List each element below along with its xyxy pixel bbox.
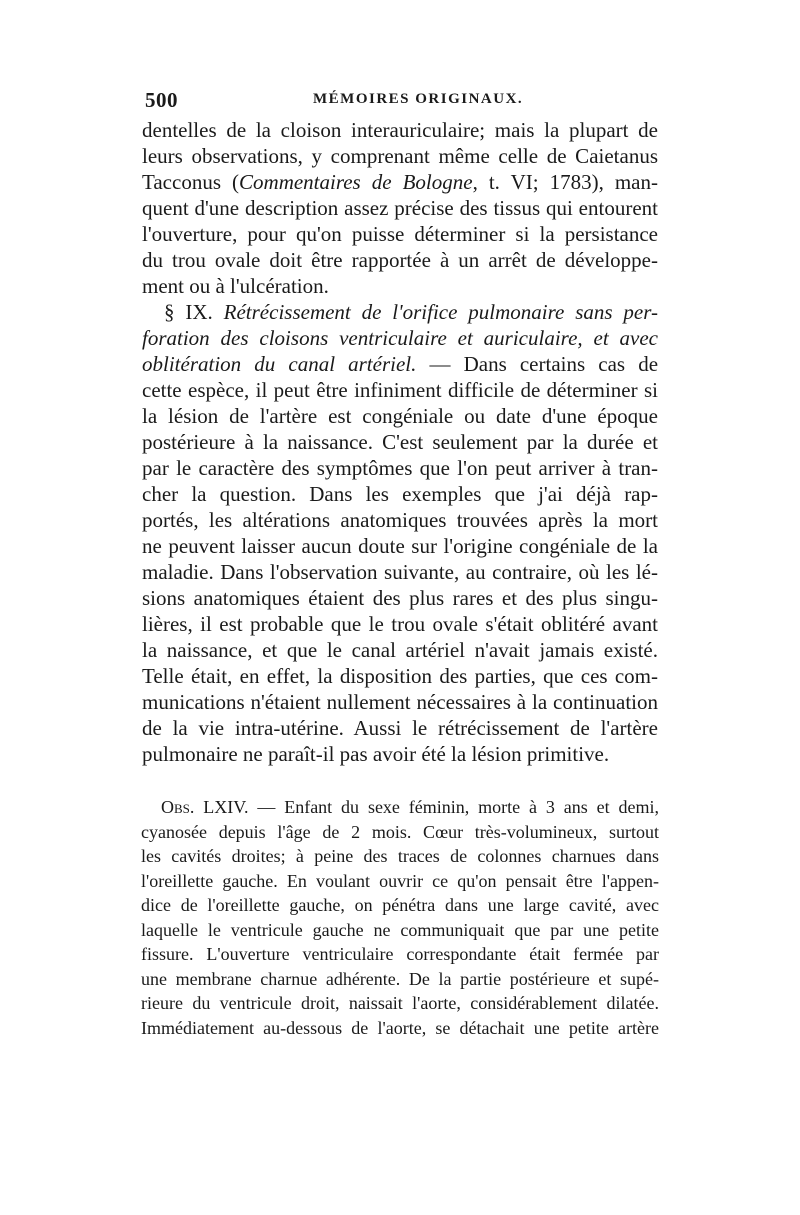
section-mark: § IX. <box>164 300 224 324</box>
text-line: de la vie intra-utérine. Aussi le rétrécissement de l'artère <box>142 716 658 740</box>
text-line: leurs observations, y comprenant même celle de Caietanus <box>142 144 658 168</box>
section-title: foration des cloisons ventriculaire et auriculaire, et avec <box>142 326 658 350</box>
text-line: portés, les altérations anatomiques trouvées après la mort <box>142 508 658 532</box>
section-heading-line <box>142 351 658 377</box>
text-span: , t. VI; 1783), man- <box>472 170 658 194</box>
observation-label: Obs. LXIV. <box>161 797 249 817</box>
text-line: du trou ovale doit être rapportée à un arrêt de développe- <box>142 248 658 272</box>
running-head: MÉMOIRES ORIGINAUX. <box>313 91 524 107</box>
observation-line: dice de l'oreillette gauche, on pénétra dans une large cavité, avec <box>141 895 659 915</box>
text-line: ment ou à l'ulcération. <box>142 274 329 298</box>
text-line: cette espèce, il peut être infiniment difficile de déterminer si <box>142 378 658 402</box>
observation-line: rieure du ventricule droit, naissait l'aorte, considérablement dilatée. <box>141 993 659 1013</box>
text-line: quent d'une description assez précise des tissus qui entourent <box>142 196 658 220</box>
text-line: maladie. Dans l'observation suivante, au contraire, où les lé- <box>142 560 658 584</box>
observation-line: l'oreillette gauche. En voulant ouvrir ce qu'on pensait être l'appen- <box>141 870 659 891</box>
section-heading-line <box>142 299 658 325</box>
text-line: par le caractère des symptômes que l'on peut arriver à tran- <box>142 456 658 480</box>
observation-line: les cavités droites; à peine des traces de colonnes charnues dans <box>141 846 659 866</box>
observation-line: une membrane charnue adhérente. De la partie postérieure et supé- <box>141 968 659 989</box>
text-span: — Enfant du sexe féminin, morte à 3 ans et demi, <box>248 797 659 817</box>
text-line <box>142 169 658 195</box>
text-span: Tacconus ( <box>142 170 240 194</box>
text-line: pulmonaire ne paraît-il pas avoir été la lésion primitive. <box>142 742 610 766</box>
main-text <box>142 117 658 767</box>
citation-title: Commentaires de Bologne <box>239 170 473 194</box>
section-heading-line <box>142 325 658 351</box>
text-line: munications n'étaient nullement nécessaires à la continuation <box>142 690 658 714</box>
observation-line: cyanosée depuis l'âge de 2 mois. Cœur très-volumineux, surtout <box>141 821 659 842</box>
text-line: sions anatomiques étaient des plus rares et des plus singu- <box>142 586 658 610</box>
text-line: l'ouverture, pour qu'on puisse déterminer si la persistance <box>142 222 658 246</box>
text-span: — Dans certains cas de <box>416 352 659 376</box>
text-line: Telle était, en effet, la disposition des parties, que ces com- <box>142 664 658 688</box>
section-title: Rétrécissement de l'orifice pulmonaire sans per- <box>223 300 658 324</box>
text-line: la lésion de l'artère est congéniale ou date d'une époque <box>142 404 658 428</box>
observation-line: fissure. L'ouverture ventriculaire correspondante était fermée par <box>141 944 659 964</box>
text-line: ne peuvent laisser aucun doute sur l'origine congéniale de la <box>142 534 658 558</box>
text-line: la naissance, et que le canal artériel n'avait jamais existé. <box>142 638 658 662</box>
page-number: 500 <box>145 88 178 112</box>
observation-first-line <box>141 795 659 820</box>
observation-line: Immédiatement au-dessous de l'aorte, se détachait une petite artère <box>141 1017 659 1038</box>
observation-block <box>141 795 659 1040</box>
text-line: postérieure à la naissance. C'est seulement par la durée et <box>142 430 658 454</box>
observation-line: laquelle le ventricule gauche ne communiquait que par une petite <box>141 919 659 940</box>
text-line: lières, il est probable que le trou ovale s'était oblitéré avant <box>142 612 658 636</box>
text-line: dentelles de la cloison interauriculaire; mais la plupart de <box>142 118 658 142</box>
text-line: cher la question. Dans les exemples que j'ai déjà rap- <box>142 482 658 506</box>
page-header <box>145 88 660 118</box>
section-title: oblitération du canal artériel. <box>142 352 417 376</box>
